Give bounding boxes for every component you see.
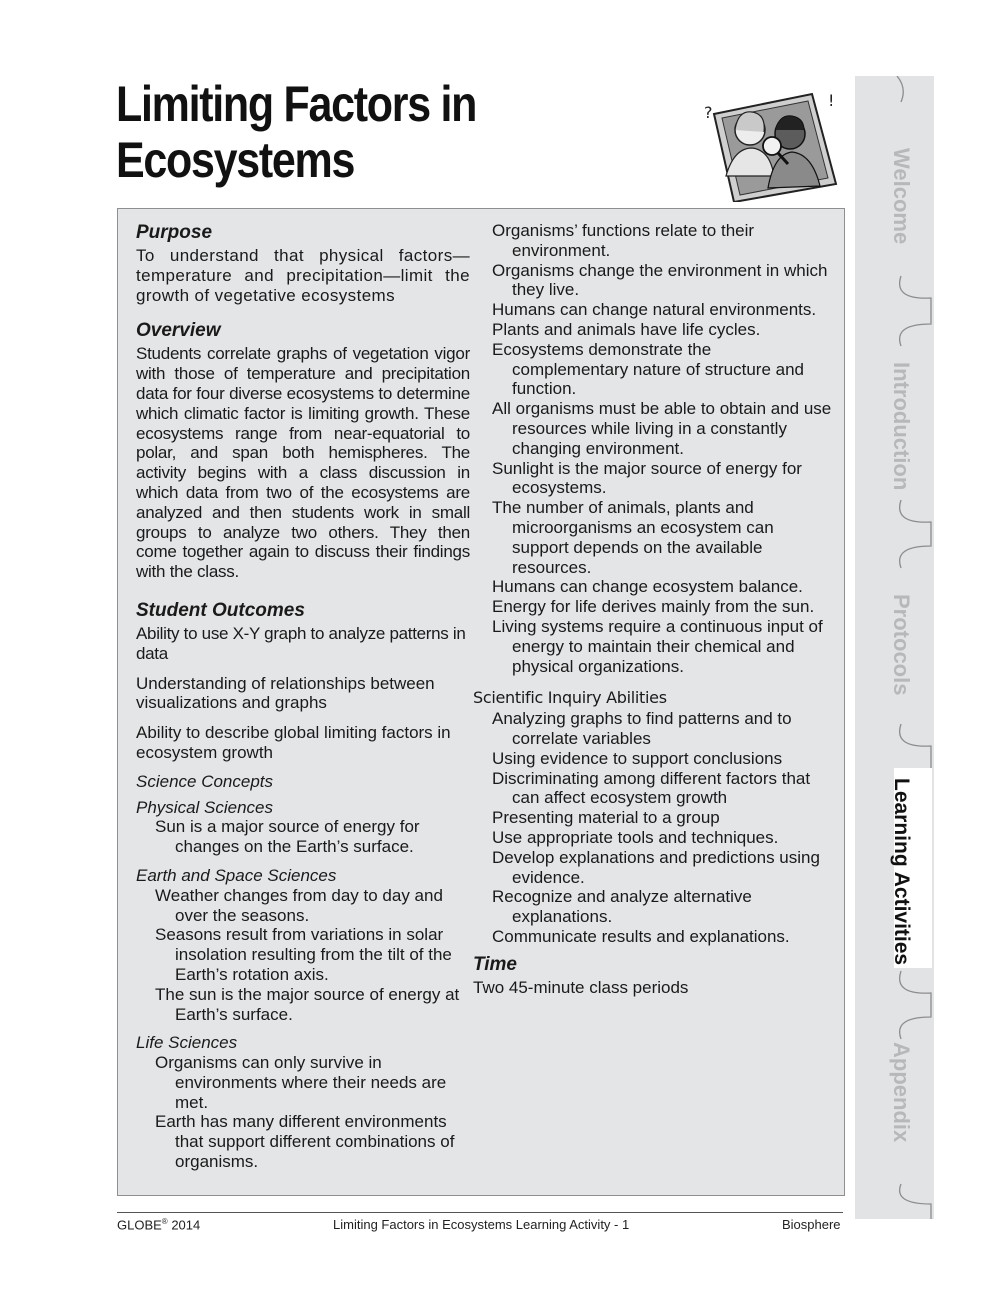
registered-mark: ® bbox=[161, 1217, 168, 1226]
outcome-item: Ability to describe global limiting factors in ecosystem growth bbox=[136, 723, 451, 762]
overview-heading: Overview bbox=[136, 320, 221, 342]
life-concept-item: Ecosystems demonstrate the complementary nature of structure and function. bbox=[492, 339, 804, 399]
life-sciences-label: Life Sciences bbox=[136, 1033, 238, 1053]
footer-brand: GLOBE bbox=[117, 1217, 162, 1233]
science-concepts-heading: Science Concepts bbox=[136, 771, 274, 791]
activity-summary-box bbox=[117, 208, 845, 1196]
tab-appendix-label: Appendix bbox=[889, 1042, 914, 1143]
students-magnifier-illustration bbox=[700, 84, 842, 202]
outcome-item: Ability to use X-Y graph to analyze patterns in data bbox=[136, 623, 466, 663]
physical-concept-item: Sun is a major source of energy for changes on the Earth’s surface. bbox=[155, 817, 420, 857]
inquiry-ability-item: Analyzing graphs to find patterns and to correlate variables bbox=[492, 709, 792, 748]
footer-page-label: Limiting Factors in Ecosystems Learning Activity - 1 bbox=[333, 1217, 630, 1232]
life-concept-item: Plants and animals have life cycles. bbox=[492, 319, 761, 339]
footer-publisher bbox=[117, 1217, 200, 1232]
inquiry-ability-item: Presenting material to a group bbox=[492, 808, 720, 828]
overview-text: Students correlate graphs of vegetation vigor with those of temperature and precipitation data for four diverse ecosystems to determine which climatic factor is limiting growth. These ecosystems range from near-equatorial to polar, and span both hemispheres. The activity begins with a class discussion in which data from two of the ecosystems are analyzed and then students work in small groups to analyze two others. They then come together again to discuss their findings with the class. bbox=[136, 344, 470, 582]
outcome-item: Understanding of relationships between visualizations and graphs bbox=[136, 673, 435, 713]
life-concept-item: All organisms must be able to obtain and use resources while living in a constantly changing environment. bbox=[492, 399, 832, 458]
page-title bbox=[116, 76, 494, 188]
life-concept-item: Sunlight is the major source of energy for ecosystems. bbox=[492, 458, 802, 498]
life-concept-item: Organisms’ functions relate to their environment. bbox=[492, 221, 755, 260]
scientific-inquiry-heading: Scientific Inquiry Abilities bbox=[473, 688, 667, 708]
footer-section: Biosphere bbox=[782, 1217, 841, 1232]
tab-protocols[interactable] bbox=[855, 594, 934, 704]
student-outcomes-heading: Student Outcomes bbox=[136, 599, 305, 621]
tab-learning-activities[interactable] bbox=[855, 778, 934, 968]
life-concept-item: Organisms can only survive in environments where their needs are met. bbox=[155, 1053, 447, 1112]
life-concept-item: Humans can change natural environments. bbox=[492, 300, 817, 320]
section-tabs bbox=[855, 76, 934, 1219]
earth-space-concept-item: Seasons result from variations in solar insolation resulting from the tilt of the Earth’s rotation axis. bbox=[155, 925, 452, 984]
life-concept-item: Living systems require a continuous input of energy to maintain their chemical and physical organizations. bbox=[492, 616, 823, 676]
life-concept-item: Earth has many different environments that support different combinations of organisms. bbox=[155, 1112, 455, 1172]
life-concept-item: Humans can change ecosystem balance. bbox=[492, 577, 803, 597]
time-heading: Time bbox=[473, 953, 518, 975]
life-concept-item: The number of animals, plants and microorganisms an ecosystem can support depends on the available resources. bbox=[492, 498, 774, 577]
inquiry-ability-item: Using evidence to support conclusions bbox=[492, 748, 783, 768]
inquiry-ability-item: Use appropriate tools and techniques. bbox=[492, 827, 779, 847]
inquiry-ability-item: Discriminating among different factors that can affect ecosystem growth bbox=[492, 768, 811, 808]
earth-space-concept-item: The sun is the major source of energy at Earth’s surface. bbox=[155, 984, 460, 1024]
earth-space-sciences-label: Earth and Space Sciences bbox=[136, 865, 337, 885]
tab-welcome[interactable] bbox=[855, 148, 934, 258]
tab-protocols-label: Protocols bbox=[889, 594, 914, 696]
footer-divider bbox=[117, 1212, 843, 1213]
physical-sciences-label: Physical Sciences bbox=[136, 797, 274, 817]
tab-introduction-label: Introduction bbox=[889, 362, 914, 491]
footer-year: 2014 bbox=[167, 1217, 201, 1233]
purpose-heading: Purpose bbox=[136, 222, 213, 243]
life-concept-item: Energy for life derives mainly from the sun. bbox=[492, 597, 815, 617]
inquiry-ability-item: Develop explanations and predictions using evidence. bbox=[492, 847, 820, 887]
right-column bbox=[473, 221, 832, 997]
time-text: Two 45-minute class periods bbox=[473, 977, 689, 997]
inquiry-ability-item: Communicate results and explanations. bbox=[492, 926, 790, 946]
tab-welcome-label: Welcome bbox=[889, 148, 914, 245]
question-mark: ? bbox=[704, 103, 713, 122]
earth-space-concept-item: Weather changes from day to day and over the seasons. bbox=[155, 885, 443, 925]
life-concept-item: Organisms change the environment in which they live. bbox=[492, 260, 828, 300]
exclamation-mark: ! bbox=[828, 91, 835, 110]
page-title-line-1: Limiting Factors in bbox=[116, 76, 477, 132]
purpose-text: To understand that physical factors—temperature and precipitation—limit the growth of vegetative ecosystems bbox=[136, 246, 470, 305]
tab-appendix[interactable] bbox=[855, 1042, 934, 1152]
tab-learning-activities-label: Learning Activities bbox=[890, 778, 913, 966]
page-title-line-2: Ecosystems bbox=[116, 132, 355, 188]
tab-introduction[interactable] bbox=[855, 362, 934, 492]
inquiry-ability-item: Recognize and analyze alternative explanations. bbox=[492, 887, 752, 927]
left-column bbox=[136, 221, 470, 1172]
